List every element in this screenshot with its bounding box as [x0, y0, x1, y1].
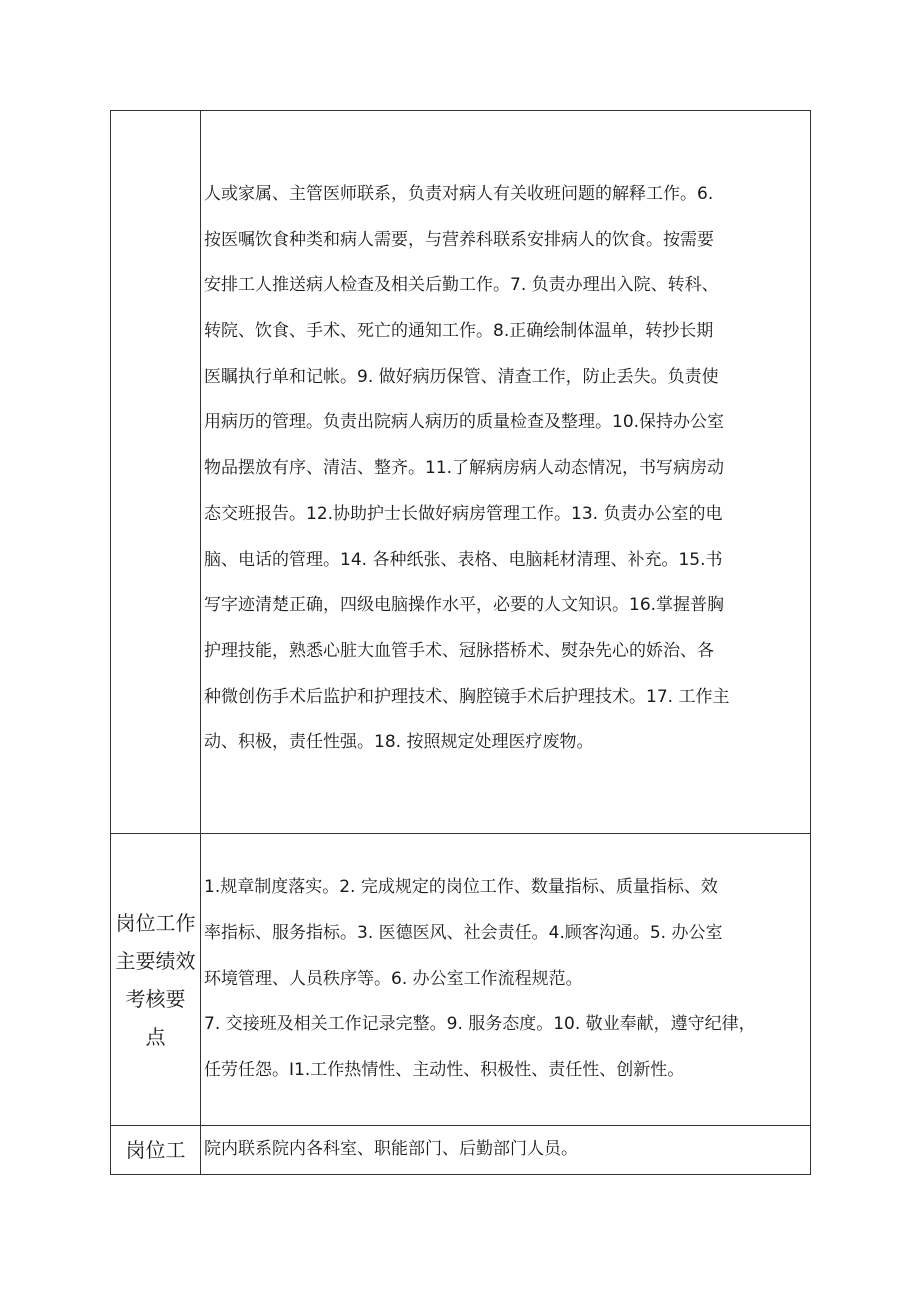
- table-row-relations: [111, 1126, 811, 1175]
- text-line: 院内联系院内各科室、职能部门、后勤部门人员。: [204, 1139, 578, 1160]
- text-line: 1.规章制度落实。2. 完成规定的岗位工作、数量指标、质量指标、效: [204, 877, 718, 898]
- table-row-performance: [111, 834, 811, 1126]
- job-description-table: [110, 110, 811, 1175]
- text-line: 脑、电话的管理。14. 各种纸张、表格、电脑耗材清理、补充。15.书: [204, 549, 723, 570]
- label-line: 点: [145, 1024, 166, 1049]
- duties-text: [201, 172, 810, 766]
- row-label-empty: [111, 111, 201, 834]
- text-line: 按医嘱饮食种类和病人需要，与营养科联系安排病人的饮食。按需要: [204, 229, 714, 250]
- text-line: 种微创伤手术后监护和护理技术、胸腔镜手术后护理技术。17. 工作主: [204, 686, 730, 707]
- text-line: 动、积极，责任性强。18. 按照规定处理医疗废物。: [204, 732, 594, 753]
- text-line: 率指标、服务指标。3. 医德医风、社会责任。4.顾客沟通。5. 办公室: [204, 922, 723, 943]
- text-line: 写字迹清楚正确，四级电脑操作水平，必要的人文知识。16.掌握普胸: [204, 595, 725, 616]
- text-line: 转院、饮食、手术、死亡的通知工作。8.正确绘制体温单，转抄长期: [204, 321, 714, 342]
- label-line: 主要绩效: [115, 948, 196, 973]
- label-line: 岗位工: [125, 1138, 186, 1162]
- performance-text: [201, 865, 810, 1094]
- label-line: 岗位工作: [115, 910, 196, 935]
- label-line: 考核要: [125, 986, 186, 1011]
- table-row-duties: [111, 111, 811, 834]
- text-line: 任劳任怨。I1.工作热情性、主动性、积极性、责任性、创新性。: [204, 1060, 685, 1081]
- duties-content-cell: [201, 111, 811, 834]
- text-line: 医瞩执行单和记帐。9. 做好病历保管、清查工作，防止丢失。负责使: [204, 366, 719, 387]
- row-label-performance: [111, 834, 201, 1126]
- text-line: 环境管理、人员秩序等。6. 办公室工作流程规范。: [204, 968, 583, 989]
- relations-content-cell: [201, 1126, 811, 1175]
- text-line: 用病历的管理。负责出院病人病历的质量检查及整理。10.保持办公室: [204, 412, 725, 433]
- relations-text: [201, 1127, 810, 1173]
- performance-content-cell: [201, 834, 811, 1126]
- row-label-relations: [111, 1126, 201, 1175]
- text-line: 态交班报告。12.协助护士长做好病房管理工作。13. 负责办公室的电: [204, 503, 723, 524]
- text-line: 人或家属、主管医师联系，负责对病人有关收班问题的解释工作。6.: [204, 183, 714, 204]
- text-line: 物品摆放有序、清洁、整齐。11.了解病房病人动态情况，书写病房动: [204, 458, 725, 479]
- text-line: 7. 交接班及相关工作记录完整。9. 服务态度。10. 敬业奉献，遵守纪律，: [204, 1014, 756, 1035]
- text-line: 护理技能，熟悉心脏大血管手术、冠脉搭桥术、熨杂先心的娇治、各: [204, 640, 714, 661]
- text-line: 安排工人推送病人检查及相关后勤工作。7. 负责办理出入院、转科、: [204, 275, 719, 296]
